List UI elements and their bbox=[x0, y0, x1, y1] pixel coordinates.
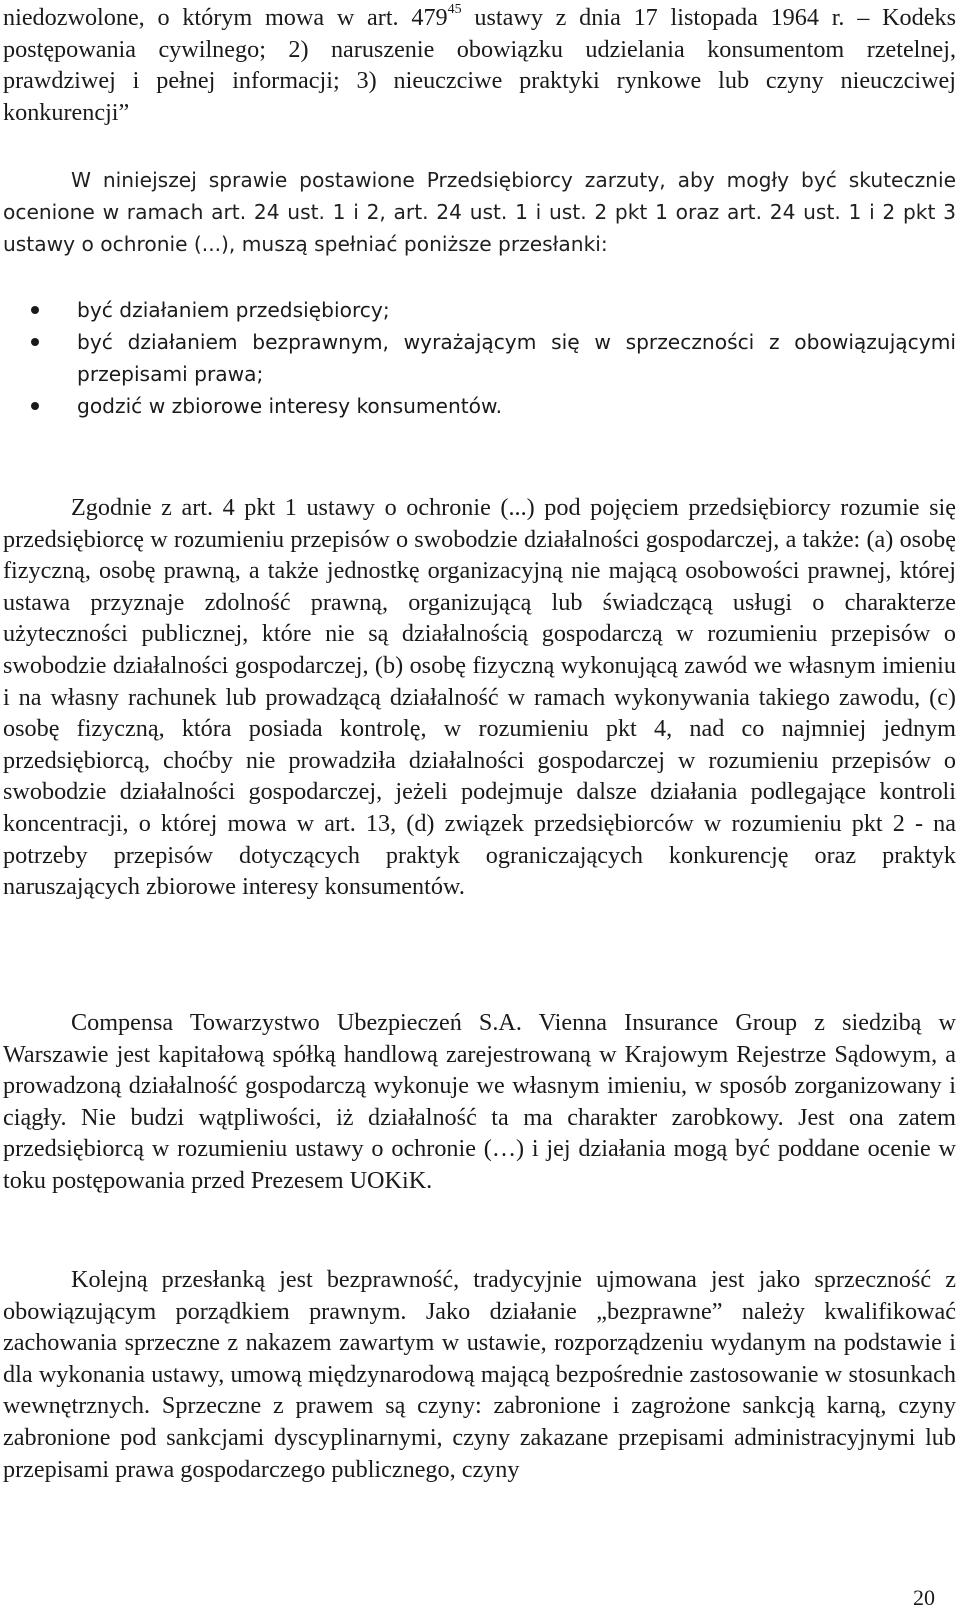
bullet-icon bbox=[31, 338, 39, 346]
bullet-icon bbox=[31, 402, 39, 410]
list-item bbox=[3, 326, 956, 390]
bullet-icon bbox=[31, 306, 39, 314]
paragraph-intro-text-1: niedozwolone, o którym mowa w art. 479 bbox=[3, 4, 448, 31]
paragraph-entrepreneur-definition: Zgodnie z art. 4 pkt 1 ustawy o ochronie (...) pod pojęciem przedsiębiorcy rozumie się przedsiębiorcę w rozumieniu przepisów o swobodzie działalności gospodarczej, a także: (a) osobę fizyczną, osobę prawną, a także jednostkę organizacyjną nie mającą osobowości prawnej, której ustawa przyznaje zdolność prawną, organizującą lub świadczącą usługi o charakterze użyteczności publicznej, które nie są działalnością gospodarczą w rozumieniu przepisów o swobodzie działalności gospodarczej, (b) osobę fizyczną wykonującą zawód we własnym imieniu i na własny rachunek lub prowadzącą działalność w ramach wykonywania takiego zawodu, (c) osobę fizyczną, która posiada kontrolę, w rozumieniu pkt 4, nad co najmniej jednym przedsiębiorcą, choćby nie prowadziła działalności gospodarczej w rozumieniu przepisów o swobodzie działalności gospodarczej, jeżeli podejmuje dalsze działania podlegające kontroli koncentracji, o której mowa w art. 13, (d) związek przedsiębiorców w rozumieniu pkt 2 - na potrzeby przepisów dotyczących praktyk ograniczających konkurencję oraz praktyk naruszających zbiorowe interesy konsumentów. bbox=[3, 494, 956, 901]
list-item bbox=[3, 294, 956, 326]
paragraph-compensa: Compensa Towarzystwo Ubezpieczeń S.A. Vienna Insurance Group z siedzibą w Warszawie jest kapitałową spółką handlową zarejestrowaną w Krajowym Rejestrze Sądowym, a prowadzoną działalność gospodarczą wykonuje we własnym imieniu, w sposób zorganizowany i ciągły. Nie budzi wątpliwości, iż działalność ta ma charakter zarobkowy. Jest ona zatem przedsiębiorcą w rozumieniu ustawy o ochronie (…) i jej działania mogą być poddane ocenie w toku postępowania przed Prezesem UOKiK. bbox=[3, 1009, 956, 1194]
paragraph-unlawfulness: Kolejną przesłanką jest bezprawność, tradycyjnie ujmowana jest jako sprzeczność z obowiązującym porządkiem prawnym. Jako działanie „bezprawne” należy kwalifikować zachowania sprzeczne z nakazem zawartym w ustawie, rozporządzeniu wydanym na podstawie i dla wykonania ustawy, umową międzynarodową mającą bezpośrednie zastosowanie w stosunkach wewnętrznych. Sprzeczne z prawem są czyny: zabronione i zagrożone sankcją karną, czyny zabronione pod sankcjami dyscyplinarnymi, czyny zakazane przepisami administracyjnymi lub przepisami prawa gospodarczego publicznego, czyny bbox=[3, 1266, 956, 1483]
list-item-text: być działaniem bezprawnym, wyrażającym się w sprzeczności z obowiązującymi przepisami prawa; bbox=[77, 330, 956, 386]
footnote-reference: 45 bbox=[447, 1, 462, 17]
quoted-paragraph: W niniejszej sprawie postawione Przedsiębiorcy zarzuty, aby mogły być skutecznie ocenione w ramach art. 24 ust. 1 i 2, art. 24 ust. 1 i ust. 2 pkt 1 oraz art. 24 ust. 1 i 2 pkt 3 ustawy o ochronie (...), muszą spełniać poniższe przesłanki: bbox=[3, 168, 956, 256]
conditions-list bbox=[3, 294, 956, 422]
paragraph-intro-text-2: ustawy z dnia 17 listopada 1964 r. – Kodeks postępowania cywilnego; 2) naruszenie obowiązku udzielania konsumentom rzetelnej, prawdziwej i pełnej informacji; 3) nieuczciwe praktyki rynkowe lub czyny nieuczciwej konkurencji” bbox=[3, 4, 956, 126]
list-item-text: być działaniem przedsiębiorcy; bbox=[77, 298, 390, 322]
list-item bbox=[3, 390, 956, 422]
list-item-text: godzić w zbiorowe interesy konsumentów. bbox=[77, 394, 503, 418]
paragraph-intro bbox=[3, 2, 956, 128]
page-number: 20 bbox=[913, 1585, 935, 1610]
